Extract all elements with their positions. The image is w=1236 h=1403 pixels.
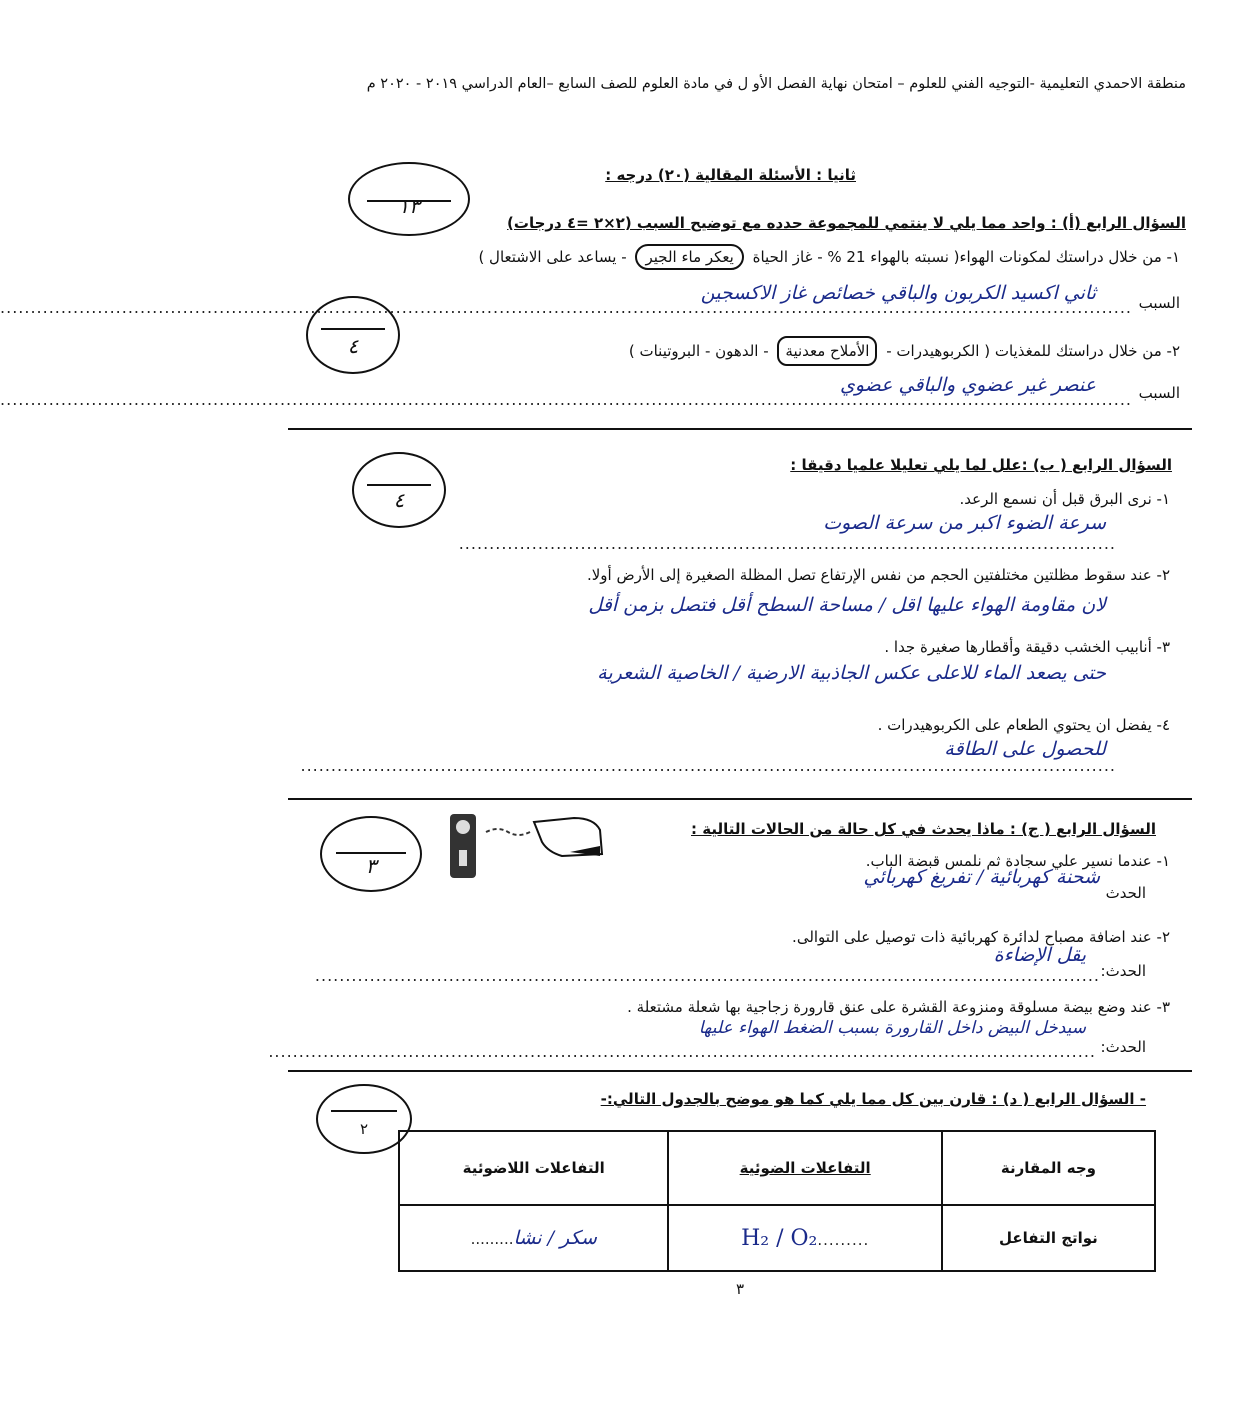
q4b-answer-4: للحصول على الطاقة (944, 738, 1106, 760)
q4a-item1 (478, 248, 1180, 266)
q4c-dotline-2: ................................................................................................................................. (314, 966, 1100, 985)
divider (288, 1070, 1192, 1072)
q4a-reason1-answer: ثاني اكسيد الكربون والباقي خصائص غاز الاكسجين (700, 282, 1096, 304)
q4b-question-4: ٤- يفضل ان يحتوي الطعام على الكربوهيدرات . (877, 716, 1170, 734)
exam-header: منطقة الاحمدي التعليمية -التوجيه الفني للعلوم – امتحان نهاية الفصل الأو ل في مادة العلوم للصف السابع –العام الدراسي ٢٠١٩ - ٢٠٢٠ م (366, 76, 1186, 92)
door-handle-icon (450, 814, 476, 878)
comparison-table (398, 1130, 1156, 1272)
q4c-question-3: ٣- عند وضع بيضة مسلوقة ومنزوعة القشرة على عنق قارورة زجاجية بها شعلة مشتعلة . (627, 998, 1170, 1016)
q4d-title: - السؤال الرابع ( د) : قارن بين كل مما يلي كما هو موضح بالجدول التالي:- (600, 1090, 1146, 1108)
page-number: ٣ (735, 1280, 745, 1298)
q4c-title: السؤال الرابع ( ج) : ماذا يحدث في كل حالة من الحالات التالية : (691, 820, 1156, 838)
table-row (399, 1205, 1155, 1271)
q4a-item2-boxed-answer: الأملاح معدنية (777, 336, 877, 366)
q4d-grade-mark: ٢ (359, 1120, 369, 1138)
q4c-question-2: ٢- عند اضافة مصباح لدائرة كهربائية ذات توصيل على التوالى. (792, 928, 1170, 946)
q4a-item1-prefix: ١- من خلال دراستك لمكونات الهواء( نسبته بالهواء 21 % - غاز الحياة (752, 248, 1180, 266)
header-cell-aspect: وجه المقارنة (942, 1131, 1155, 1205)
dark-products-answer: سكر / نشا (513, 1227, 597, 1249)
q4b-answer-3: حتى يصعد الماء للاعلى عكس الجاذبية الارضية / الخاصية الشعرية (597, 662, 1106, 684)
q4a-reason1-dotline: .......................................................................................................................................................................................... (0, 298, 1132, 317)
q4c-question-1: ١- عندما نسير علي سجادة ثم نلمس قبضة الباب. (865, 852, 1170, 870)
q4c-grade-circle (320, 816, 422, 892)
q4a-item2 (629, 342, 1180, 360)
q4a-item2-suffix: - الدهون - البروتينات ) (628, 342, 769, 360)
q4c-label-3: الحدث: (1100, 1038, 1146, 1056)
q4a-item1-suffix: - يساعد على الاشتعال ) (478, 248, 627, 266)
q4b-grade-circle (352, 452, 446, 528)
q4a-title: السؤال الرابع (أ) : واحد مما يلي لا ينتمي للمجموعة حدده مع توضيح السبب (٢×٢ =٤ درجات) (507, 214, 1186, 232)
q4a-reason1-label: السبب (1138, 294, 1180, 312)
q4c-label-1: الحدث (1105, 884, 1146, 902)
q4c-answer-1: شحنة كهربائية / تفريغ كهربائي (863, 866, 1100, 888)
q4c-answer-2: يقل الإضاءة (993, 944, 1086, 966)
q4c-answer-3: سيدخل البيض داخل القارورة بسبب الضغط الهواء عليها (698, 1018, 1086, 1038)
dark-reaction-products: سكر / نشا......... (399, 1205, 668, 1271)
q4a-item2-prefix: ٢- من خلال دراستك للمغذيات ( الكربوهيدرات - (886, 342, 1180, 360)
q4a-grade-circle (306, 296, 400, 374)
q4a-reason2-dotline: .......................................................................................................................................................................................... (0, 390, 1132, 409)
q4a-item1-circled-answer: يعكر ماء الجير (635, 244, 743, 270)
section-title: ثانيا : الأسئلة المقالية (٢٠) درجه : (605, 166, 856, 184)
q4c-dotline-3: ........................................................................................................................................ (268, 1042, 1096, 1061)
header-cell-light: التفاعلات الضوئية (668, 1131, 941, 1205)
light-reaction-products: .........H₂ / O₂ (668, 1205, 941, 1271)
total-grade-mark: ١٣ (398, 194, 420, 218)
divider (288, 798, 1192, 800)
q4c-grade-mark: ٣ (365, 854, 377, 878)
table-header-row (399, 1131, 1155, 1205)
q4a-reason2-label: السبب (1138, 384, 1180, 402)
row-label-products: نواتج التفاعل (942, 1205, 1155, 1271)
q4b-question-1: ١- نرى البرق قبل أن نسمع الرعد. (959, 490, 1170, 508)
q4b-dotline-1: ............................................................................................................ (458, 534, 1116, 553)
q4b-answer-1: سرعة الضوء اكبر من سرعة الصوت (823, 512, 1106, 534)
header-cell-dark: التفاعلات اللاضوئية (399, 1131, 668, 1205)
q4a-reason2-answer: عنصر غير عضوي والباقي عضوي (839, 374, 1096, 396)
light-products-answer: H₂ / O₂ (741, 1225, 818, 1251)
q4a-grade-mark: ٤ (347, 334, 359, 358)
q4b-title: السؤال الرابع ( ب) :علل لما يلي تعليلا علميا دقيقا : (790, 456, 1172, 474)
total-grade-oval (348, 162, 470, 236)
divider (288, 428, 1192, 430)
q4b-answer-2: لان مقاومة الهواء عليها اقل / مساحة السطح أقل فتصل بزمن أقل (588, 594, 1106, 616)
q4b-dotline-4: ...................................................................................................................................... (300, 756, 1116, 775)
q4c-label-2: الحدث: (1100, 962, 1146, 980)
q4b-grade-mark: ٤ (393, 488, 405, 512)
pointing-hand-icon (484, 812, 604, 860)
q4b-question-3: ٣- أنابيب الخشب دقيقة وأقطارها صغيرة جدا . (884, 638, 1170, 656)
q4b-question-2: ٢- عند سقوط مظلتين مختلفتين الحجم من نفس الإرتفاع تصل المظلة الصغيرة إلى الأرض أولا. (586, 566, 1170, 584)
